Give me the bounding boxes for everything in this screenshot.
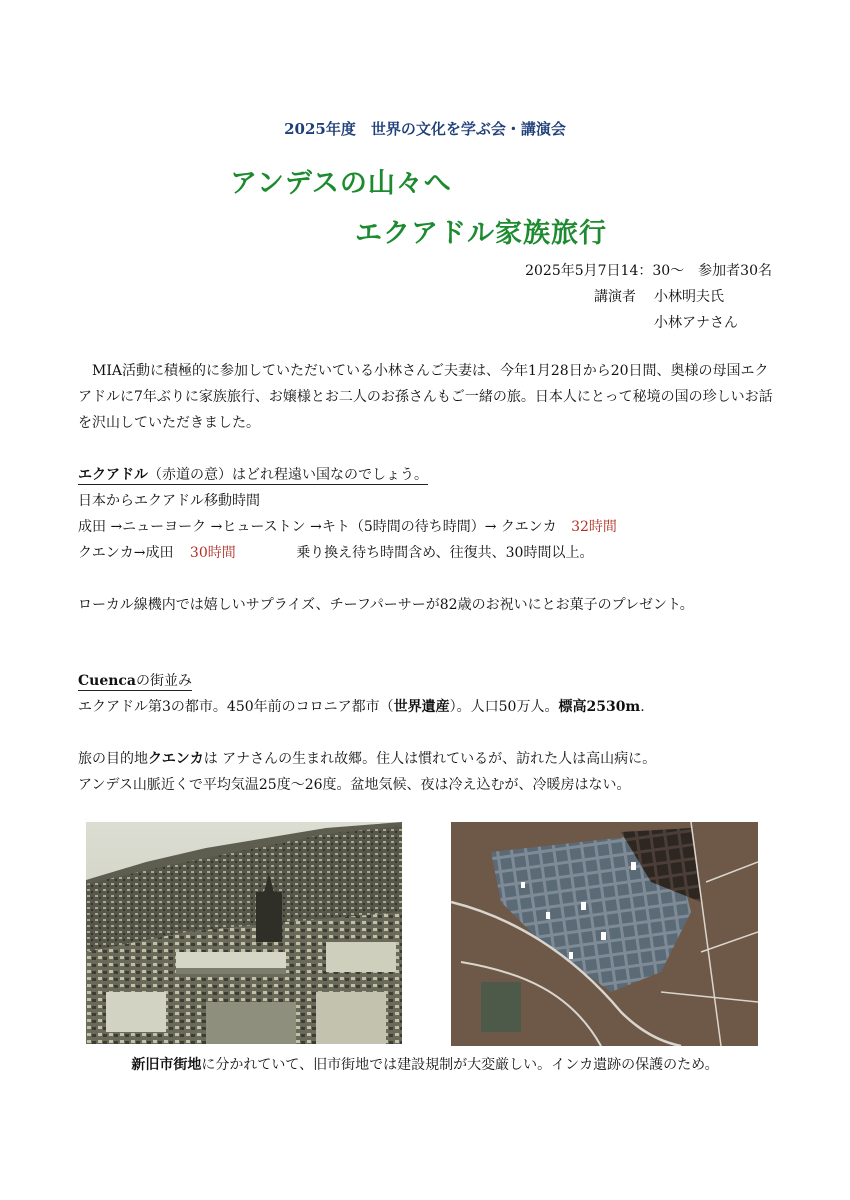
- caption-bold: 新旧市街地: [131, 1057, 202, 1073]
- caption-text: に分かれていて、旧市街地では建設規制が大変厳しい。インカ遺跡の保護のため。: [201, 1057, 719, 1073]
- outbound-route: [78, 516, 617, 536]
- outbound-time: 32時間: [571, 519, 617, 535]
- return-route: [78, 542, 593, 562]
- speaker-1: 小林明夫氏: [654, 289, 724, 305]
- date-attendance: 2025年5月7日14：30～ 参加者30名: [525, 263, 772, 279]
- route-note: 乗り換え待ち時間含め、往復共、30時間以上。: [296, 545, 594, 561]
- title-line-2: エクアドル家族旅行: [355, 218, 607, 249]
- speaker-label: 講演者: [594, 289, 636, 305]
- cuenca-facts: [78, 696, 645, 716]
- return-route-text: クエンカ→成田: [78, 545, 174, 561]
- outbound-route-text: 成田 →ニューヨーク →ヒューストン →キト（5時間の待ち時間）→ クエンカ: [78, 519, 557, 535]
- dest-prefix: 旅の目的地: [78, 751, 148, 767]
- event-series: 2025年度 世界の文化を学ぶ会・講演会: [284, 120, 566, 138]
- return-time: 30時間: [189, 545, 236, 561]
- intro-paragraph: MIA活動に積極的に参加していただいている小林さんご夫妻は、今年1月28日から20日間、奥様の母国エクアドルに7年ぶりに家族旅行、お嬢様とお二人のお孫さんもご一緒の旅。日本人にとって秘境の国の珍しいお話を沢山していただきました。: [78, 363, 773, 431]
- population: ）。人口50万人。: [449, 699, 559, 715]
- speaker-2: 小林アナさん: [654, 315, 738, 331]
- facts-text: エクアドル第3の都市。450年前のコロニア都市（: [78, 699, 394, 715]
- cuenca-bold: クエンカ: [148, 751, 204, 767]
- world-heritage: 世界遺産: [393, 699, 450, 715]
- period: .: [640, 699, 645, 715]
- heading-rest: の街並み: [136, 673, 193, 689]
- section-heading-cuenca: [78, 670, 192, 690]
- heading-bold: エクアドル: [78, 467, 148, 483]
- in-flight-surprise: ローカル線機内では嬉しいサプライズ、チーフパーサーが82歳のお祝いにとお菓子のプレゼント。: [78, 597, 694, 613]
- dest-text: は アナさんの生まれ故郷。住人は慣れているが、訪れた人は高山病に。: [203, 751, 657, 767]
- altitude: 標高2530m: [558, 699, 641, 715]
- section-heading-ecuador: [78, 464, 428, 484]
- cuenca-cityscape-photo: [86, 822, 402, 1044]
- travel-time-label: 日本からエクアドル移動時間: [78, 493, 260, 509]
- climate-line: アンデス山脈近くで平均気温25度～26度。盆地気候、夜は冷え込むが、冷暖房はない。: [78, 777, 631, 793]
- heading-rest: （赤道の意）はどれ程遠い国なのでしょう。: [148, 467, 428, 483]
- heading-bold: Cuenca: [78, 673, 137, 689]
- cuenca-city-map-photo: [451, 822, 758, 1046]
- title-line-1: アンデスの山々へ: [230, 168, 452, 199]
- destination-line: [78, 748, 656, 768]
- photo-caption: [0, 1054, 850, 1074]
